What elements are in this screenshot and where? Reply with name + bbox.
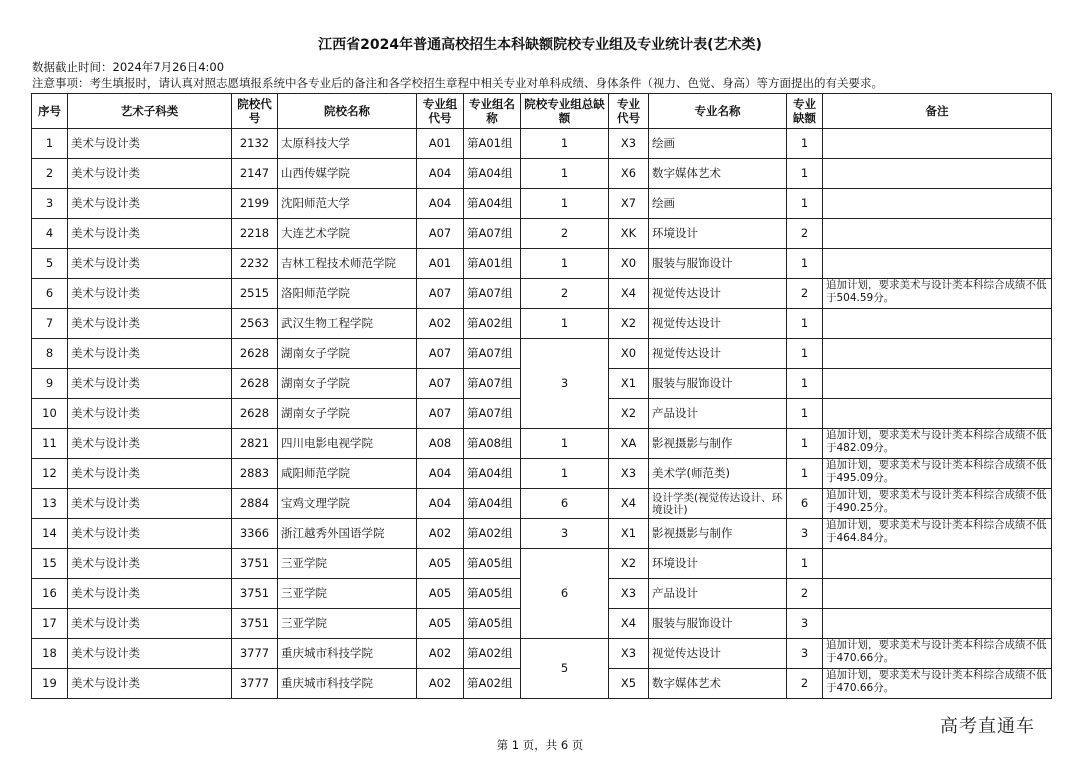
cell-group-code: A01 (417, 129, 464, 159)
cell-remark (823, 339, 1052, 369)
cell-school-name: 大连艺术学院 (278, 219, 417, 249)
cell-major-vacancy: 1 (787, 249, 823, 279)
cell-school-name: 四川电影电视学院 (278, 429, 417, 459)
cell-major-code: X5 (609, 669, 649, 699)
cell-remark (823, 609, 1052, 639)
cell-major-vacancy: 1 (787, 399, 823, 429)
cell-school-code: 2563 (232, 309, 278, 339)
cell-major-code: X4 (609, 279, 649, 309)
cell-school-code: 3751 (232, 609, 278, 639)
cell-group-name: 第A04组 (464, 159, 521, 189)
cell-major-code: XK (609, 219, 649, 249)
cell-group-total: 1 (521, 459, 609, 489)
table-row (32, 189, 1052, 219)
cell-major-vacancy: 3 (787, 609, 823, 639)
table-row (32, 639, 1052, 669)
cell-remark (823, 399, 1052, 429)
cell-seq: 6 (32, 279, 68, 309)
cell-subject: 美术与设计类 (68, 189, 232, 219)
cell-remark (823, 579, 1052, 609)
cell-seq: 3 (32, 189, 68, 219)
cell-group-name: 第A07组 (464, 399, 521, 429)
cell-school-code: 2132 (232, 129, 278, 159)
cell-school-code: 3777 (232, 669, 278, 699)
cell-major-code: X0 (609, 249, 649, 279)
cell-group-code: A05 (417, 549, 464, 579)
page-footer: 第 1 页，共 6 页 (496, 738, 584, 752)
cell-major-name: 产品设计 (649, 399, 787, 429)
cell-major-name: 视觉传达设计 (649, 639, 787, 669)
header-major-code: 专业代号 (609, 94, 649, 129)
table-row (32, 279, 1052, 309)
cell-subject: 美术与设计类 (68, 579, 232, 609)
cell-major-name: 数字媒体艺术 (649, 669, 787, 699)
cell-major-vacancy: 2 (787, 219, 823, 249)
cell-major-code: X4 (609, 609, 649, 639)
cell-group-code: A07 (417, 219, 464, 249)
cell-major-vacancy: 3 (787, 519, 823, 549)
cell-seq: 2 (32, 159, 68, 189)
cell-school-name: 洛阳师范学院 (278, 279, 417, 309)
cell-seq: 1 (32, 129, 68, 159)
cell-school-name: 武汉生物工程学院 (278, 309, 417, 339)
cell-major-code: X3 (609, 639, 649, 669)
cell-seq: 9 (32, 369, 68, 399)
cell-major-code: X4 (609, 489, 649, 519)
cell-group-code: A04 (417, 489, 464, 519)
cell-group-name: 第A05组 (464, 549, 521, 579)
table-row (32, 429, 1052, 459)
cell-major-code: X2 (609, 309, 649, 339)
cell-major-code: X3 (609, 459, 649, 489)
cell-major-name: 数字媒体艺术 (649, 159, 787, 189)
cell-subject: 美术与设计类 (68, 429, 232, 459)
cell-subject: 美术与设计类 (68, 279, 232, 309)
cell-school-code: 3751 (232, 549, 278, 579)
cell-major-name: 服装与服饰设计 (649, 369, 787, 399)
cell-remark: 追加计划，要求美术与设计类本科综合成绩不低于504.59分。 (823, 279, 1052, 309)
cell-seq: 19 (32, 669, 68, 699)
cell-group-name: 第A01组 (464, 129, 521, 159)
cell-major-code: X3 (609, 579, 649, 609)
cell-remark (823, 369, 1052, 399)
cell-group-code: A02 (417, 519, 464, 549)
cell-major-code: XA (609, 429, 649, 459)
cell-major-vacancy: 1 (787, 369, 823, 399)
cell-remark (823, 219, 1052, 249)
cell-school-code: 2628 (232, 339, 278, 369)
header-remark: 备注 (823, 94, 1052, 129)
cell-subject: 美术与设计类 (68, 669, 232, 699)
cell-group-total: 3 (521, 519, 609, 549)
cell-major-name: 影视摄影与制作 (649, 519, 787, 549)
cell-school-code: 2218 (232, 219, 278, 249)
cell-remark (823, 549, 1052, 579)
cell-school-code: 2883 (232, 459, 278, 489)
cell-school-name: 太原科技大学 (278, 129, 417, 159)
cell-group-code: A02 (417, 309, 464, 339)
header-group-total: 院校专业组总缺额 (521, 94, 609, 129)
cell-school-name: 重庆城市科技学院 (278, 669, 417, 699)
cell-seq: 17 (32, 609, 68, 639)
cell-group-code: A07 (417, 339, 464, 369)
cell-school-code: 2821 (232, 429, 278, 459)
cell-major-vacancy: 1 (787, 189, 823, 219)
header-group-name: 专业组名称 (464, 94, 521, 129)
cell-seq: 16 (32, 579, 68, 609)
cell-major-vacancy: 1 (787, 159, 823, 189)
data-cutoff-time: 数据截止时间：2024年7月26日4:00 (32, 60, 225, 74)
cell-group-total: 6 (521, 549, 609, 639)
cell-school-name: 宝鸡文理学院 (278, 489, 417, 519)
cell-school-code: 3366 (232, 519, 278, 549)
cell-seq: 15 (32, 549, 68, 579)
cell-major-vacancy: 2 (787, 579, 823, 609)
cell-major-name: 绘画 (649, 129, 787, 159)
cell-subject: 美术与设计类 (68, 459, 232, 489)
cell-group-total: 1 (521, 189, 609, 219)
cell-subject: 美术与设计类 (68, 159, 232, 189)
cell-major-code: X3 (609, 129, 649, 159)
cell-school-code: 2884 (232, 489, 278, 519)
cell-remark: 追加计划，要求美术与设计类本科综合成绩不低于470.66分。 (823, 669, 1052, 699)
cell-remark (823, 249, 1052, 279)
cell-school-name: 三亚学院 (278, 549, 417, 579)
cell-group-name: 第A02组 (464, 639, 521, 669)
cell-seq: 10 (32, 399, 68, 429)
cell-major-name: 环境设计 (649, 219, 787, 249)
cell-major-vacancy: 2 (787, 669, 823, 699)
cell-group-code: A05 (417, 579, 464, 609)
table-row (32, 339, 1052, 369)
cell-school-code: 2628 (232, 399, 278, 429)
cell-school-name: 湖南女子学院 (278, 339, 417, 369)
cell-group-code: A01 (417, 249, 464, 279)
vacancy-table (31, 93, 1052, 699)
cell-subject: 美术与设计类 (68, 219, 232, 249)
cell-school-code: 3751 (232, 579, 278, 609)
cell-major-vacancy: 3 (787, 639, 823, 669)
cell-group-code: A04 (417, 189, 464, 219)
cell-group-code: A08 (417, 429, 464, 459)
cell-major-code: X1 (609, 369, 649, 399)
cell-major-vacancy: 1 (787, 129, 823, 159)
cell-major-name: 环境设计 (649, 549, 787, 579)
cell-seq: 7 (32, 309, 68, 339)
cell-remark (823, 189, 1052, 219)
cell-group-name: 第A05组 (464, 609, 521, 639)
cell-group-total: 1 (521, 429, 609, 459)
cell-school-code: 2515 (232, 279, 278, 309)
cell-remark: 追加计划，要求美术与设计类本科综合成绩不低于470.66分。 (823, 639, 1052, 669)
cell-group-total: 2 (521, 219, 609, 249)
cell-group-total: 1 (521, 129, 609, 159)
cell-group-name: 第A04组 (464, 189, 521, 219)
cell-group-total: 6 (521, 489, 609, 519)
cell-subject: 美术与设计类 (68, 639, 232, 669)
table-row (32, 489, 1052, 519)
cell-seq: 5 (32, 249, 68, 279)
cell-major-vacancy: 2 (787, 279, 823, 309)
cell-group-code: A07 (417, 399, 464, 429)
cell-group-name: 第A07组 (464, 279, 521, 309)
cell-major-code: X6 (609, 159, 649, 189)
cell-school-name: 三亚学院 (278, 579, 417, 609)
cell-subject: 美术与设计类 (68, 249, 232, 279)
cell-school-name: 沈阳师范大学 (278, 189, 417, 219)
cell-group-total: 1 (521, 159, 609, 189)
table-row (32, 159, 1052, 189)
cell-major-name: 服装与服饰设计 (649, 609, 787, 639)
cell-group-code: A04 (417, 459, 464, 489)
watermark-text: 高考直通车 (940, 716, 1035, 737)
cell-subject: 美术与设计类 (68, 519, 232, 549)
cell-major-code: X1 (609, 519, 649, 549)
cell-major-name: 影视摄影与制作 (649, 429, 787, 459)
header-school-code: 院校代号 (232, 94, 278, 129)
cell-group-code: A04 (417, 159, 464, 189)
cell-remark (823, 129, 1052, 159)
cell-major-vacancy: 1 (787, 309, 823, 339)
cell-group-total: 1 (521, 309, 609, 339)
cell-school-code: 3777 (232, 639, 278, 669)
cell-group-name: 第A02组 (464, 669, 521, 699)
cell-major-name: 服装与服饰设计 (649, 249, 787, 279)
cell-group-name: 第A07组 (464, 369, 521, 399)
cell-group-name: 第A08组 (464, 429, 521, 459)
cell-major-name: 绘画 (649, 189, 787, 219)
cell-subject: 美术与设计类 (68, 309, 232, 339)
cell-school-code: 2147 (232, 159, 278, 189)
cell-seq: 13 (32, 489, 68, 519)
cell-school-name: 湖南女子学院 (278, 369, 417, 399)
cell-major-vacancy: 6 (787, 489, 823, 519)
cell-group-name: 第A04组 (464, 489, 521, 519)
cell-major-vacancy: 1 (787, 339, 823, 369)
cell-major-code: X7 (609, 189, 649, 219)
cell-school-name: 咸阳师范学院 (278, 459, 417, 489)
cell-remark: 追加计划，要求美术与设计类本科综合成绩不低于495.09分。 (823, 459, 1052, 489)
page-title: 江西省2024年普通高校招生本科缺额院校专业组及专业统计表(艺术类) (318, 37, 762, 53)
cell-major-name: 视觉传达设计 (649, 309, 787, 339)
cell-school-code: 2199 (232, 189, 278, 219)
cell-seq: 8 (32, 339, 68, 369)
cell-subject: 美术与设计类 (68, 369, 232, 399)
cell-major-name: 设计学类(视觉传达设计、环境设计) (649, 489, 787, 519)
cell-remark: 追加计划，要求美术与设计类本科综合成绩不低于482.09分。 (823, 429, 1052, 459)
table-row (32, 309, 1052, 339)
header-subject: 艺术子科类 (68, 94, 232, 129)
notice-text: 注意事项：考生填报时，请认真对照志愿填报系统中各专业后的备注和各学校招生章程中相关专业对单科成绩、身体条件（视力、色觉、身高）等方面提出的有关要求。 (32, 76, 883, 90)
cell-remark (823, 309, 1052, 339)
cell-major-vacancy: 1 (787, 549, 823, 579)
cell-seq: 4 (32, 219, 68, 249)
cell-major-name: 视觉传达设计 (649, 279, 787, 309)
cell-school-name: 山西传媒学院 (278, 159, 417, 189)
cell-major-code: X2 (609, 399, 649, 429)
cell-school-code: 2628 (232, 369, 278, 399)
table-row (32, 219, 1052, 249)
table-row (32, 249, 1052, 279)
header-school-name: 院校名称 (278, 94, 417, 129)
cell-group-name: 第A04组 (464, 459, 521, 489)
table-row (32, 549, 1052, 579)
cell-group-name: 第A05组 (464, 579, 521, 609)
cell-subject: 美术与设计类 (68, 129, 232, 159)
table-header-row (32, 94, 1052, 129)
table-row (32, 519, 1052, 549)
header-major-vacancy: 专业缺额 (787, 94, 823, 129)
cell-subject: 美术与设计类 (68, 399, 232, 429)
cell-seq: 11 (32, 429, 68, 459)
cell-major-name: 美术学(师范类) (649, 459, 787, 489)
cell-group-code: A05 (417, 609, 464, 639)
header-seq: 序号 (32, 94, 68, 129)
cell-group-total: 5 (521, 639, 609, 699)
cell-seq: 12 (32, 459, 68, 489)
cell-major-vacancy: 1 (787, 459, 823, 489)
cell-subject: 美术与设计类 (68, 339, 232, 369)
cell-remark (823, 159, 1052, 189)
cell-group-code: A07 (417, 369, 464, 399)
cell-school-name: 重庆城市科技学院 (278, 639, 417, 669)
cell-school-name: 吉林工程技术师范学院 (278, 249, 417, 279)
cell-group-name: 第A02组 (464, 309, 521, 339)
cell-remark: 追加计划，要求美术与设计类本科综合成绩不低于464.84分。 (823, 519, 1052, 549)
cell-group-name: 第A02组 (464, 519, 521, 549)
header-major-name: 专业名称 (649, 94, 787, 129)
cell-group-total: 3 (521, 339, 609, 429)
cell-remark: 追加计划，要求美术与设计类本科综合成绩不低于490.25分。 (823, 489, 1052, 519)
cell-school-name: 浙江越秀外国语学院 (278, 519, 417, 549)
cell-group-name: 第A07组 (464, 339, 521, 369)
cell-subject: 美术与设计类 (68, 489, 232, 519)
cell-school-name: 湖南女子学院 (278, 399, 417, 429)
cell-seq: 14 (32, 519, 68, 549)
cell-major-vacancy: 1 (787, 429, 823, 459)
cell-group-name: 第A01组 (464, 249, 521, 279)
cell-group-code: A07 (417, 279, 464, 309)
cell-group-code: A02 (417, 639, 464, 669)
cell-group-total: 2 (521, 279, 609, 309)
cell-subject: 美术与设计类 (68, 549, 232, 579)
cell-school-code: 2232 (232, 249, 278, 279)
cell-major-code: X2 (609, 549, 649, 579)
cell-group-total: 1 (521, 249, 609, 279)
table-row (32, 459, 1052, 489)
cell-school-name: 三亚学院 (278, 609, 417, 639)
cell-major-code: X0 (609, 339, 649, 369)
table-row (32, 129, 1052, 159)
cell-group-name: 第A07组 (464, 219, 521, 249)
cell-major-name: 视觉传达设计 (649, 339, 787, 369)
cell-major-name: 产品设计 (649, 579, 787, 609)
cell-group-code: A02 (417, 669, 464, 699)
header-group-code: 专业组代号 (417, 94, 464, 129)
cell-subject: 美术与设计类 (68, 609, 232, 639)
cell-seq: 18 (32, 639, 68, 669)
